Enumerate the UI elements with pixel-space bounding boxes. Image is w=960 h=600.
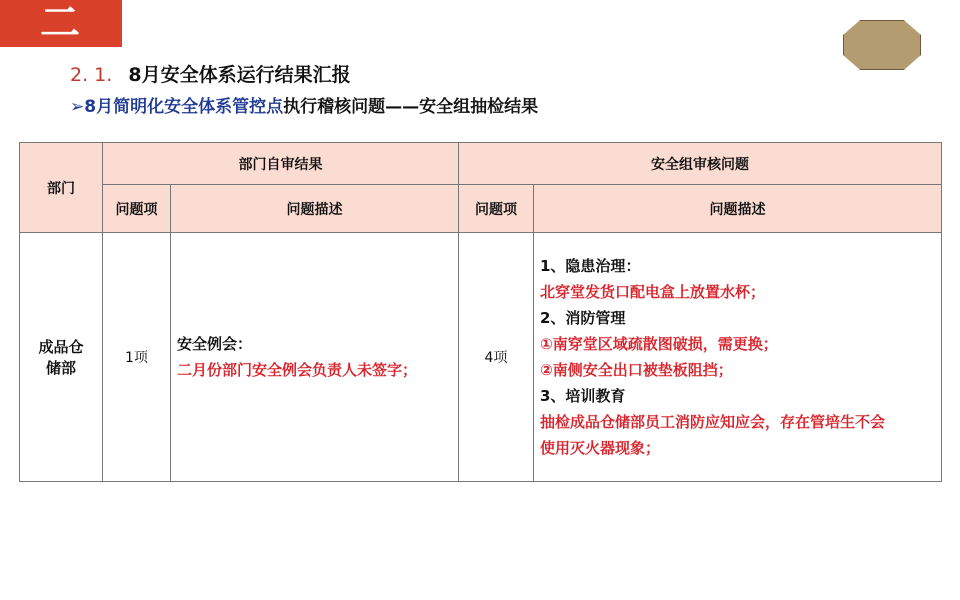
bullet-arrow-icon: ➢	[70, 97, 85, 117]
safety-desc-cell	[534, 233, 942, 482]
header-safety-review: 安全组审核问题	[459, 143, 942, 185]
header-self-desc: 问题描述	[171, 185, 459, 233]
safety-count-cell: 4项	[459, 233, 534, 482]
self-desc-cell	[171, 233, 459, 482]
header-safety-items: 问题项	[459, 185, 534, 233]
table-header-row	[20, 143, 942, 185]
safety-issue-line: 使用灭火器现象；	[540, 439, 661, 458]
subtitle-rest: 执行稽核问题——安全组抽检结果	[283, 97, 539, 117]
header-self-review: 部门自审结果	[103, 143, 459, 185]
table-subheader-row	[20, 185, 942, 233]
safety-issue-line: ①南穿堂区域疏散图破损，需更换；	[540, 335, 778, 354]
company-logo	[843, 20, 921, 70]
header-self-items: 问题项	[103, 185, 171, 233]
subtitle-highlight: 8月简明化安全体系管控点	[84, 97, 284, 117]
section-number-tag: 二	[0, 0, 122, 47]
audit-results-table	[19, 142, 942, 482]
self-issue-title: 安全例会：	[177, 335, 253, 354]
safety-issue-line: ②南侧安全出口被垫板阻挡；	[540, 361, 733, 380]
page-subtitle	[70, 92, 538, 117]
title-text: 8月安全体系运行结果汇报	[128, 64, 351, 86]
self-count-cell: 1项	[103, 233, 171, 482]
safety-issue-line: 北穿堂发货口配电盒上放置水杯；	[540, 283, 766, 302]
self-issue-text: 二月份部门安全例会负责人未签字；	[177, 361, 418, 380]
safety-issue-line: 抽检成品仓储部员工消防应知应会，存在管培生不会	[540, 413, 886, 432]
header-department: 部门	[20, 143, 103, 233]
title-number: 2. 1.	[70, 64, 113, 86]
header-safety-desc: 问题描述	[534, 185, 942, 233]
safety-issue-line: 1、隐患治理：	[540, 257, 641, 276]
safety-issue-line: 3、培训教育	[540, 387, 626, 406]
page-title	[70, 60, 351, 87]
safety-issue-line: 2、消防管理	[540, 309, 626, 328]
table-row	[20, 233, 942, 482]
department-cell: 成品仓 储部	[20, 233, 103, 482]
